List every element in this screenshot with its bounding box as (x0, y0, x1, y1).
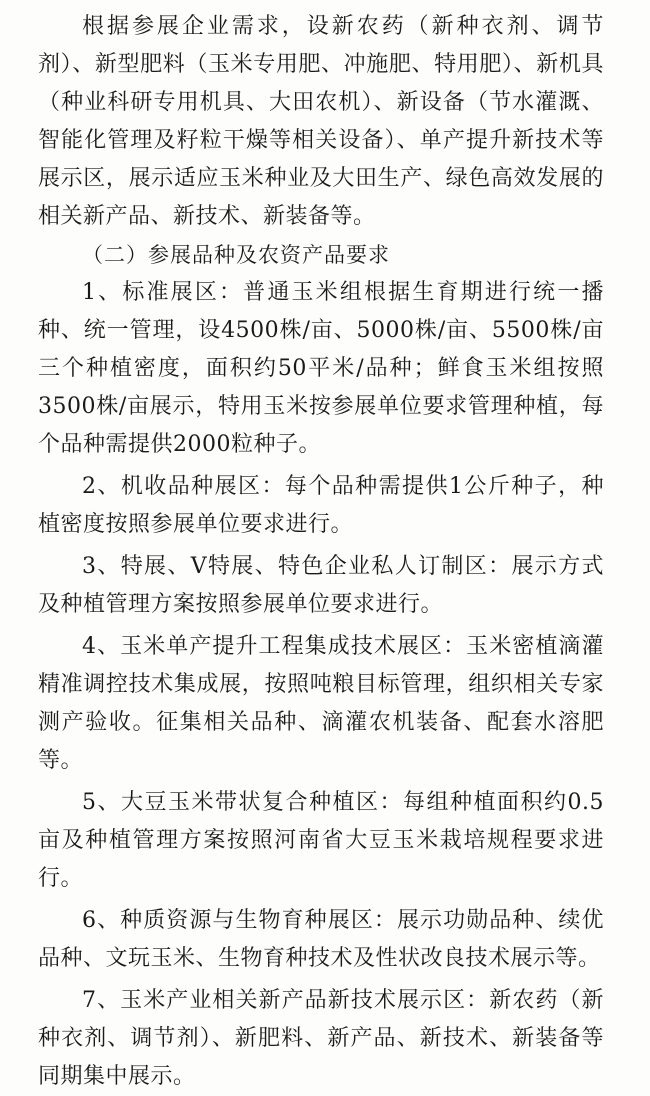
item-new-products-zone: 7、玉米产业相关新产品新技术展示区：新农药（新种衣剂、调节剂）、新肥料、新产品、新技术、新装备等同期集中展示。 (38, 988, 604, 1089)
item-special-exhibit-zone: 3、特展、V特展、特色企业私人订制区：展示方式及种植管理方案按照参展单位要求进行。 (38, 554, 604, 617)
section-heading: （二）参展品种及农资产品要求 (82, 243, 390, 267)
intro-paragraph: 根据参展企业需求，设新农药（新种衣剂、调节剂）、新型肥料（玉米专用肥、冲施肥、特用肥）、新机具（种业科研专用机具、大田农机）、新设备（节水灌溉、智能化管理及籽粒干燥等相关设备）、单产提升新技术等展示区，展示适应玉米种业及大田生产、绿色高效发展的相关新产品、新技术、新装备等。 (38, 14, 604, 229)
item-standard-zone: 1、标准展区：普通玉米组根据生育期进行统一播种、统一管理，设4500株/亩、5000株/亩、5500株/亩三个种植密度，面积约50平米/品种；鲜食玉米组按照3500株/亩展示，特用玉米按参展单位要求管理种植，每个品种需提供2000粒种子。 (38, 280, 604, 457)
item-germplasm-zone: 6、种质资源与生物育种展区：展示功勋品种、续优品种、文玩玉米、生物育种技术及性状改良技术展示等。 (38, 908, 604, 971)
item-machine-harvest-zone: 2、机收品种展区：每个品种需提供1公斤种子，种植密度按照参展单位要求进行。 (38, 474, 604, 537)
item-soy-corn-zone: 5、大豆玉米带状复合种植区：每组种植面积约0.5亩及种植管理方案按照河南省大豆玉米栽培规程要求进行。 (38, 790, 604, 891)
item-yield-tech-zone: 4、玉米单产提升工程集成技术展区：玉米密植滴灌精准调控技术集成展，按照吨粮目标管理，组织相关专家测产验收。征集相关品种、滴灌农机装备、配套水溶肥等。 (38, 634, 604, 773)
